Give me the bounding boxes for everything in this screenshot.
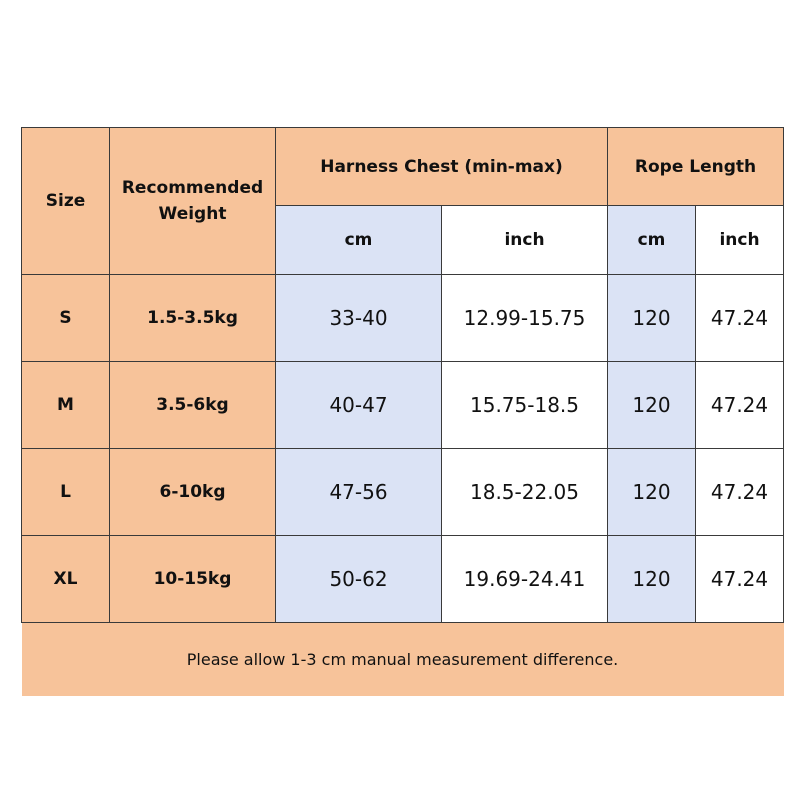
rope-inch-header: inch	[696, 206, 784, 275]
chest-cm-cell: 33-40	[276, 275, 442, 362]
size-cell: XL	[22, 536, 110, 623]
weight-cell: 10-15kg	[110, 536, 276, 623]
table-row	[22, 449, 784, 536]
rope-cm-cell: 120	[608, 536, 696, 623]
note-row	[22, 623, 784, 696]
table-row	[22, 275, 784, 362]
table-row	[22, 536, 784, 623]
rope-cm-cell: 120	[608, 449, 696, 536]
rope-inch-cell: 47.24	[696, 275, 784, 362]
chest-inch-header: inch	[442, 206, 608, 275]
chest-cm-header: cm	[276, 206, 442, 275]
rope-cm-header: cm	[608, 206, 696, 275]
size-cell: M	[22, 362, 110, 449]
size-cell: S	[22, 275, 110, 362]
rope-cm-cell: 120	[608, 362, 696, 449]
harness-chest-header: Harness Chest (min-max)	[276, 128, 608, 206]
chest-inch-cell: 18.5-22.05	[442, 449, 608, 536]
weight-cell: 1.5-3.5kg	[110, 275, 276, 362]
rope-cm-cell: 120	[608, 275, 696, 362]
header-row-1	[22, 128, 784, 206]
chest-cm-cell: 47-56	[276, 449, 442, 536]
size-header: Size	[22, 128, 110, 275]
rope-inch-cell: 47.24	[696, 536, 784, 623]
size-cell: L	[22, 449, 110, 536]
measurement-note: Please allow 1-3 cm manual measurement difference.	[22, 623, 784, 696]
chest-cm-cell: 50-62	[276, 536, 442, 623]
chest-cm-cell: 40-47	[276, 362, 442, 449]
table-row	[22, 362, 784, 449]
size-chart-table	[21, 127, 784, 696]
weight-cell: 3.5-6kg	[110, 362, 276, 449]
weight-cell: 6-10kg	[110, 449, 276, 536]
rope-inch-cell: 47.24	[696, 449, 784, 536]
weight-header: Recommended Weight	[110, 128, 276, 275]
rope-length-header: Rope Length	[608, 128, 784, 206]
chest-inch-cell: 19.69-24.41	[442, 536, 608, 623]
chest-inch-cell: 15.75-18.5	[442, 362, 608, 449]
chest-inch-cell: 12.99-15.75	[442, 275, 608, 362]
rope-inch-cell: 47.24	[696, 362, 784, 449]
